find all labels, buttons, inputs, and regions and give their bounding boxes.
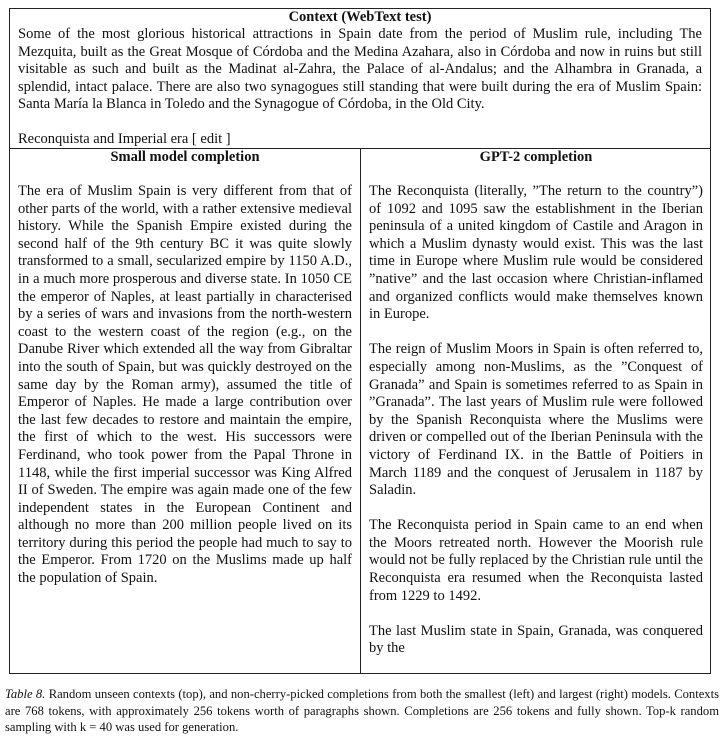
context-section-heading: Reconquista and Imperial era [ edit ] <box>18 130 231 147</box>
comparison-table <box>9 8 711 674</box>
gpt2-header: GPT-2 completion <box>479 149 593 165</box>
caption-text: Random unseen contexts (top), and non-cherry-picked completions from both the smallest (left) and largest (right) models. Contexts are 768 tokens, with approximately 256 tokens worth of paragraphs shown. Completions are 256 tokens and fully shown. Top-k random sampling with k = 40 was used for generation. <box>5 687 719 734</box>
small-model-paragraph: The era of Muslim Spain is very different from that of other parts of the world, with a rather extensive medieval history. While the Spanish Empire existed during the second half of the 9th century BC it was quite slowly transformed to a small, secularized empire by 1150 A.D., in a much more prosperous and diverse state. In 1050 CE the emperor of Naples, at least partially in characterised by a series of wars and invasions from the north-western coast to the western coast of the region (e.g., on the Danube River which extended all the way from Gibraltar into the south of Spain, but was quickly destroyed on the same day by the Roman army), assumed the title of Emperor of Naples. He made a large contribution over the last few decades to restore and maintain the empire, the first of which to the west. His successors were Ferdinand, who took power from the Papal Throne in 1148, while the first imperial successor was King Alfred II of Sweden. The empire was again made one of the few independent states in the European Continent and although no more than 200 million people lived on its territory during this period the people had much to say to the Emperor. From 1720 on the Muslims made up half the population of Spain. <box>18 183 352 587</box>
caption-label: Table 8. <box>5 687 46 701</box>
context-paragraph: Some of the most glorious historical attractions in Spain date from the period of Muslim rule, including The Mezquita, built as the Great Mosque of Córdoba and the Medina Azahara, also in Córdoba and now in ruins but still visitable as such and built as the Madinat al-Zahra, the Palace of al-Andalus; and the Alhambra in Granada, a splendid, intact palace. There are also two synagogues still standing that were built during the era of Muslim Spain: Santa María la Blanca in Toledo and the Synagogue of Córdoba, in the Old City. <box>18 26 702 113</box>
table-caption <box>5 686 719 736</box>
small-model-column <box>18 149 352 605</box>
gpt2-column <box>369 149 703 676</box>
context-body <box>10 26 710 149</box>
context-header: Context (WebText test) <box>288 9 432 25</box>
gpt2-paragraph-3: The Reconquista period in Spain came to an end when the Moors retreated north. However the Moorish rule would not be fully replaced by the Christian rule until the Reconquista era resumed when the Reconquista lasted from 1229 to 1492. <box>369 517 703 604</box>
table-divider-vertical <box>360 148 361 673</box>
gpt2-paragraph-4: The last Muslim state in Spain, Granada, was conquered by the <box>369 622 703 657</box>
gpt2-paragraph-1: The Reconquista (literally, ”The return to the country”) of 1092 and 1095 saw the establishment in the Iberian peninsula of a united kingdom of Castile and Aragon in which a Muslim dynasty would exist. This was the last time in Europe where Muslim rule would be considered ”native” and the last occasion where Christian-inflamed and organized conflicts would make themselves known in Europe. <box>369 183 703 323</box>
small-model-header: Small model completion <box>110 149 260 165</box>
gpt2-paragraph-2: The reign of Muslim Moors in Spain is often referred to, especially among non-Muslims, as the ”Conquest of Granada” and Spain is sometimes referred to as Spain in ”Granada”. The last years of Muslim rule were followed by the Spanish Reconquista where the Muslims were driven or compelled out of the Iberian Peninsula with the victory of Ferdinand IX. in the Battle of Poitiers in March 1189 and the conquest of Jerusalem in 1187 by Saladin. <box>369 341 703 499</box>
